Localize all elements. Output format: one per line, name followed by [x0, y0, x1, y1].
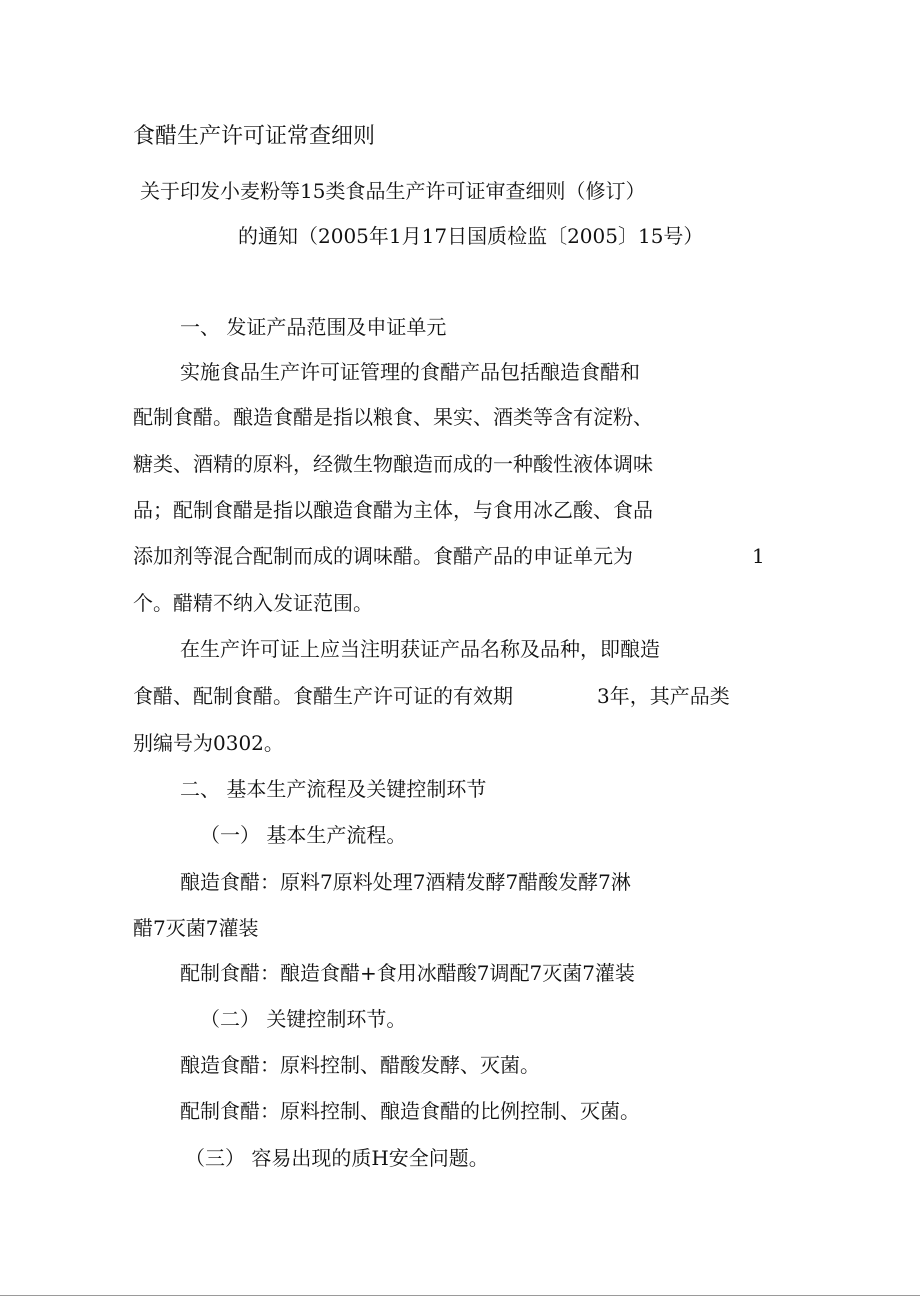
para2-line-2b: 3年，其产品类 [597, 684, 730, 708]
notice-line-2: 的通知（2005年1月17日国质检监〔2005〕15号） [238, 224, 704, 248]
para1-line-2: 配制食醋。酿造食醋是指以粮食、果实、酒类等含有淀粉、 [133, 405, 653, 429]
subsection-3: （三） 容易出现的质H安全问题。 [185, 1146, 489, 1170]
section2-heading: 二、 基本生产流程及关键控制环节 [180, 777, 487, 801]
para1-line-4: 品；配制食醋是指以酿造食醋为主体，与食用冰乙酸、食品 [133, 498, 653, 522]
flow1-line-1: 酿造食醋：原料7原料处理7酒精发酵7醋酸发酵7淋 [180, 870, 631, 894]
key-control-2: 配制食醋：原料控制、酿造食醋的比例控制、灭菌。 [180, 1099, 640, 1123]
subsection-2: （二） 关键控制环节。 [200, 1007, 407, 1031]
para1-line-3: 糖类、酒精的原料，经微生物酿造而成的一种酸性液体调味 [133, 452, 653, 476]
para1-line-1: 实施食品生产许可证管理的食醋产品包括酿造食醋和 [180, 360, 640, 384]
para2-line-1: 在生产许可证上应当注明获证产品名称及品种，即酿造 [180, 637, 660, 661]
para1-line-6: 个。醋精不纳入发证范围。 [133, 591, 373, 615]
subsection-1: （一） 基本生产流程。 [200, 823, 407, 847]
flow2-line: 配制食醋：酿造食醋+食用冰醋酸7调配7灭菌7灌装 [180, 961, 635, 985]
key-control-1: 酿造食醋：原料控制、醋酸发酵、灭菌。 [180, 1053, 540, 1077]
notice-line-1: 关于印发小麦粉等15类食品生产许可证审查细则（修订） [140, 179, 646, 203]
section1-heading: 一、 发证产品范围及申证单元 [180, 315, 447, 339]
para1-line-5: 添加剂等混合配制而成的调味醋。食醋产品的申证单元为 [133, 544, 633, 568]
para2-line-3: 别编号为0302。 [133, 731, 284, 755]
flow1-line-2: 醋7灭菌7灌装 [133, 916, 259, 940]
document-title: 食醋生产许可证常查细则 [133, 124, 376, 149]
para1-unit-number: 1 [752, 544, 765, 568]
page-bottom-divider [0, 1295, 920, 1296]
para2-line-2a: 食醋、配制食醋。食醋生产许可证的有效期 [133, 684, 513, 708]
